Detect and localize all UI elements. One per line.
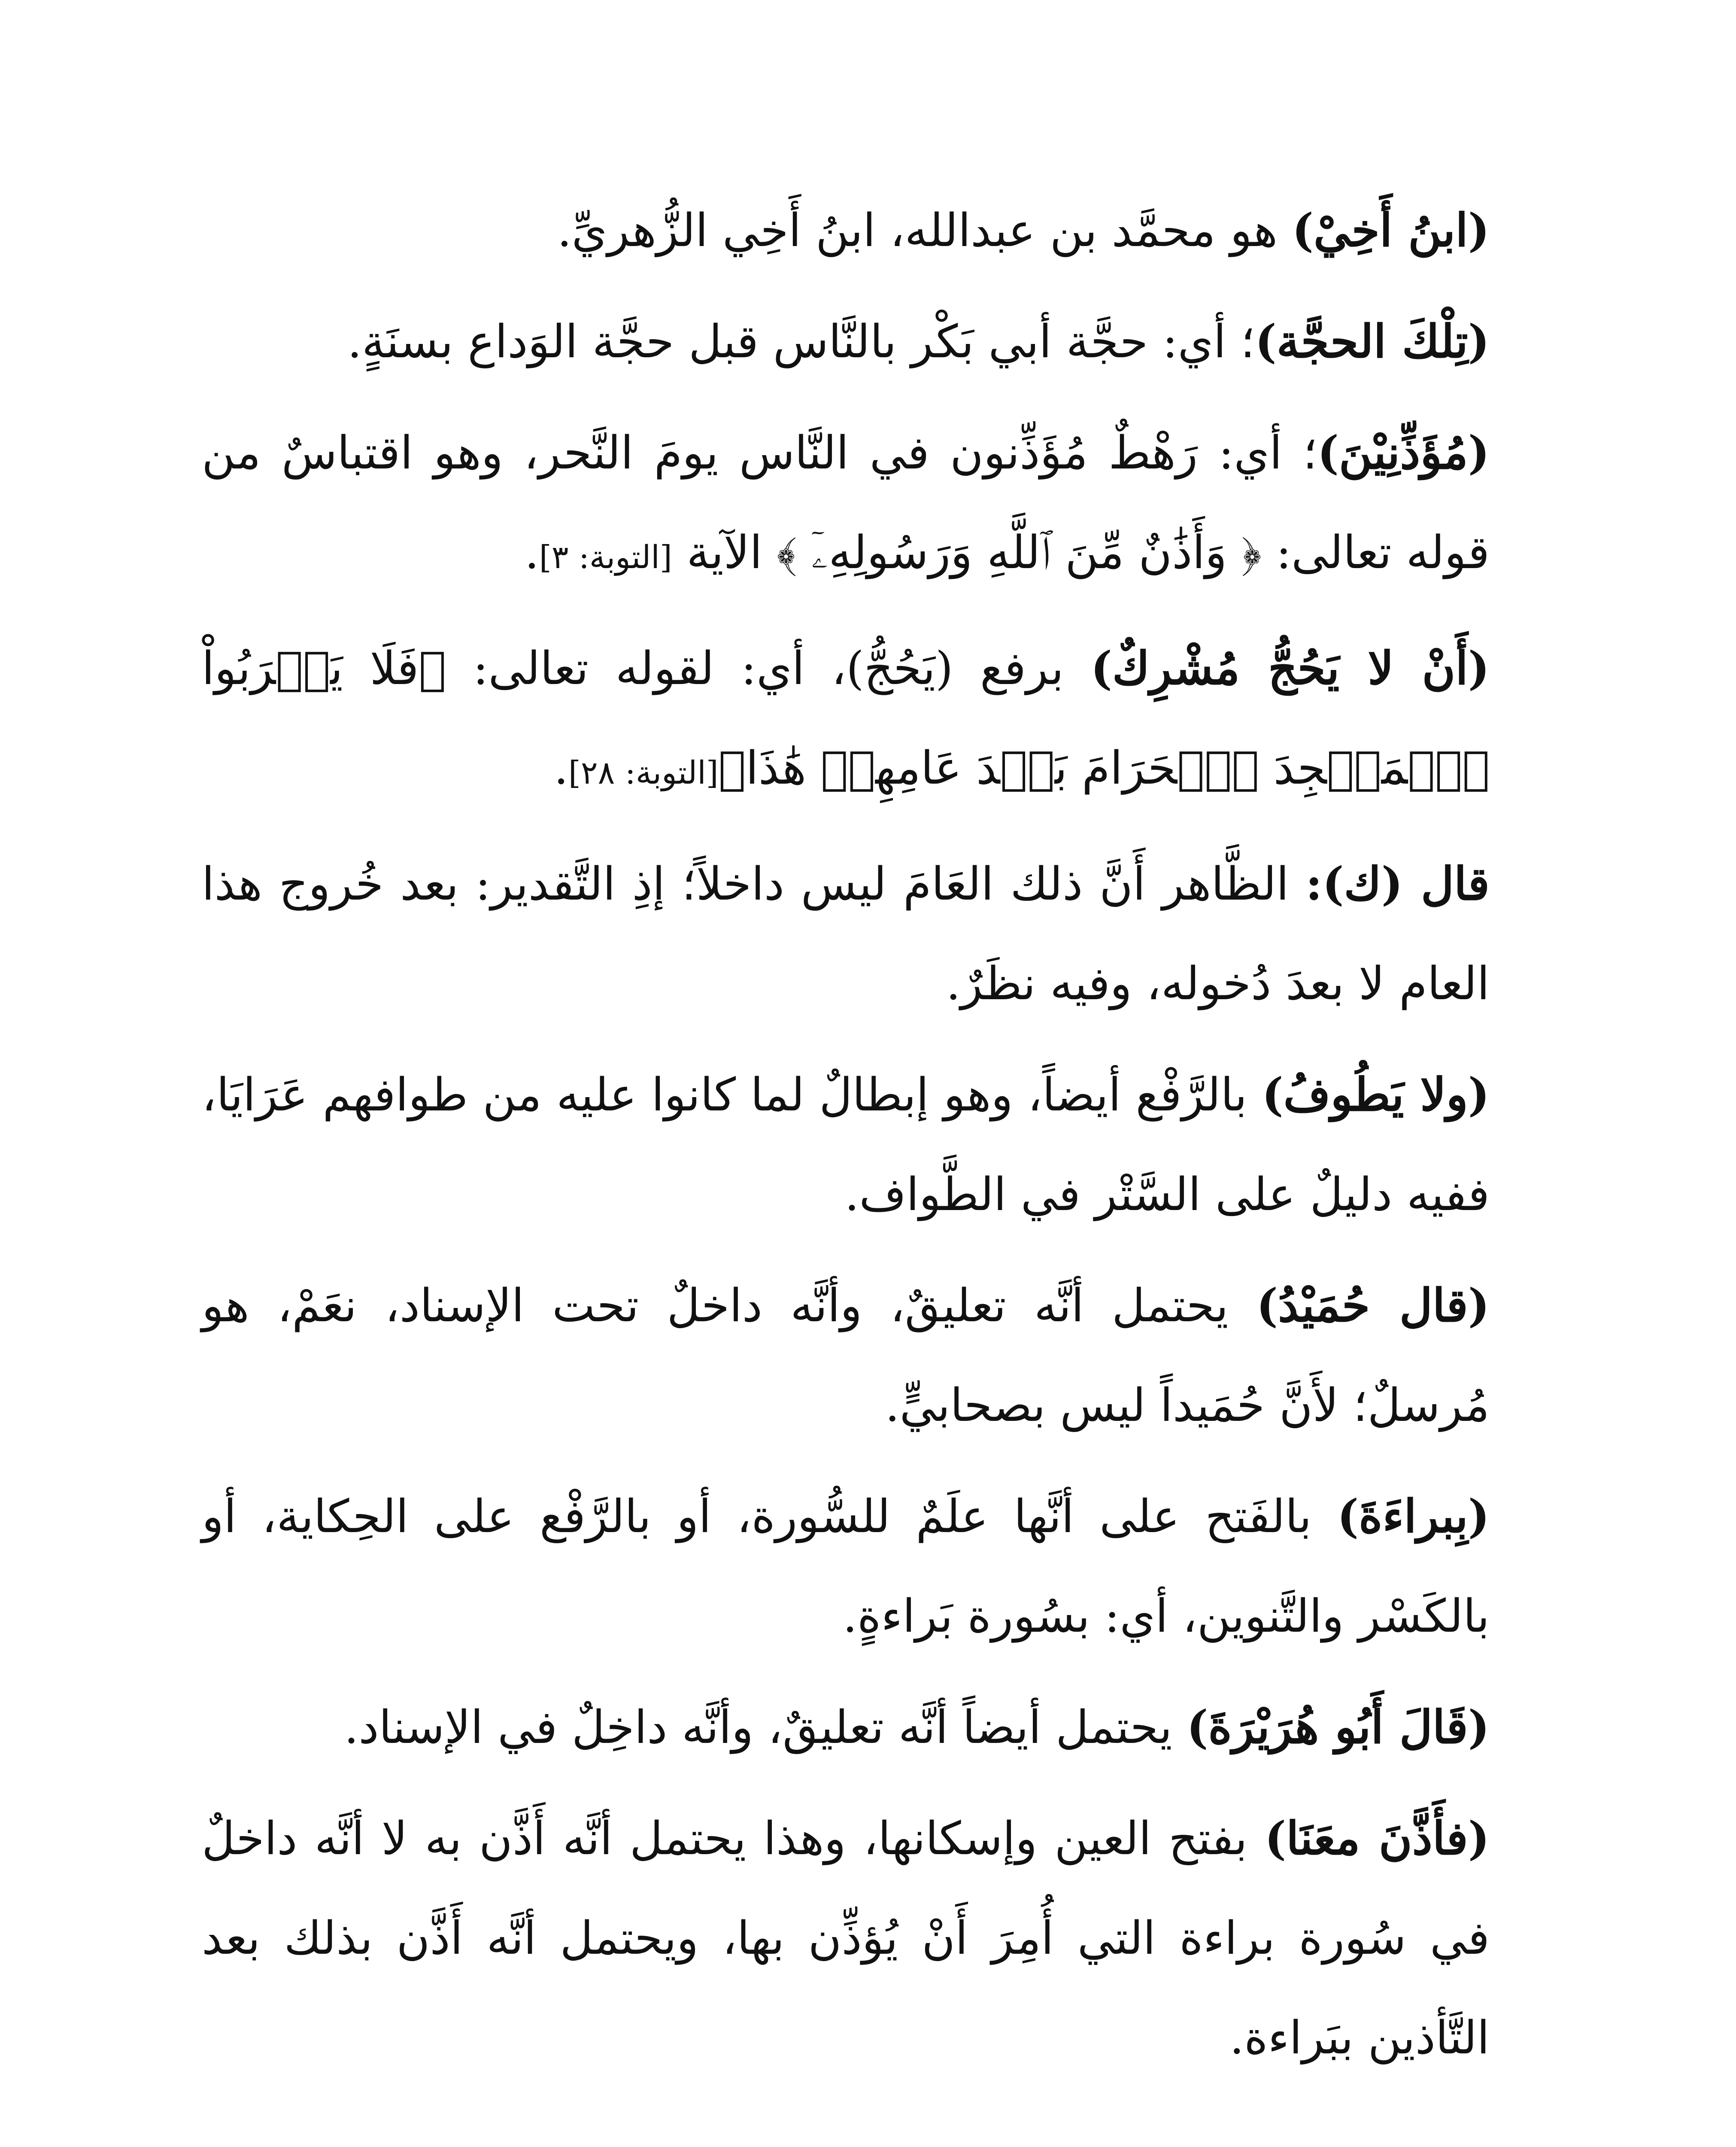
term-9: (قَالَ أَبُو هُرَيْرَةَ) <box>1187 1700 1490 1754</box>
term-5: قال (ك): <box>1305 857 1490 910</box>
text-8: بالفَتح على أنَّها علَمٌ للسُّورة، أو بالرَّفْع على الحِكاية، أو بالكَسْر والتَّنوين، أي: بسُورة بَراءةٍ. <box>202 1490 1490 1642</box>
text-3c: . <box>525 526 539 579</box>
term-8: (بِبراءَةَ) <box>1337 1489 1490 1543</box>
paragraph-6 <box>202 1045 1490 1244</box>
paragraph-8 <box>202 1466 1490 1666</box>
term-6: (ولا يَطُوفُ) <box>1262 1067 1490 1121</box>
text-5: الظَّاهر أَنَّ ذلك العَامَ ليس داخلاً؛ إذِ التَّقدير: بعد خُروج هذا العام لا بعدَ دُخوله، وفيه نظَرٌ. <box>202 858 1490 1010</box>
quran-quote-4: ﴿فَلَا يَقۡرَبُواْ ٱلۡمَسۡجِدَ ٱلۡحَرَامَ بَعۡدَ عَامِهِمۡ هَٰذَا﴾ <box>202 642 1490 794</box>
paragraph-7 <box>202 1256 1490 1455</box>
paragraph-2 <box>202 292 1490 392</box>
paragraph-10 <box>202 1788 1490 2088</box>
paragraph-9 <box>202 1677 1490 1777</box>
page-body <box>202 180 1490 2147</box>
ref-4: [التوبة: ٢٨] <box>568 754 719 791</box>
term-3: (مُؤَذِّنِيْنَ) <box>1317 426 1490 479</box>
text-10: بفتح العين وإسكانها، وهذا يحتمل أنَّه أَذَّن به لا أنَّه داخلٌ في سُورة براءة التي أُمِرَ أَنْ يُؤذِّن بها، ويحتمل أنَّه أَذَّن بذلك بعد التَّأذين ببَراءة. <box>202 1812 1490 2064</box>
paragraph-4 <box>202 618 1490 823</box>
text-6: بالرَّفْع أيضاً، وهو إبطالٌ لما كانوا عليه من طوافهم عَرَايَا، ففيه دليلٌ على السَّتْر في الطَّواف. <box>202 1068 1490 1221</box>
text-3b: الآية <box>672 526 777 579</box>
term-1: (ابنُ أَخِيْ) <box>1292 203 1490 257</box>
term-10: (فأَذَّنَ معَنَا) <box>1265 1811 1490 1865</box>
term-4: (أَنْ لا يَحُجُّ مُشْرِكٌ) <box>1090 641 1490 695</box>
text-4: برفع (يَحُجُّ)، أي: لقوله تعالى: <box>446 642 1091 695</box>
term-2: (تِلْكَ الحجَّة) <box>1255 314 1490 368</box>
paragraph-1 <box>202 180 1490 280</box>
paragraph-5 <box>202 834 1490 1034</box>
text-4c: . <box>554 742 568 794</box>
text-1: هو محمَّد بن عبدالله، ابنُ أَخِي الزُّهريِّ. <box>557 204 1292 257</box>
text-9: يحتمل أيضاً أنَّه تعليقٌ، وأنَّه داخِلٌ في الإسناد. <box>344 1701 1187 1754</box>
text-2: ؛ أي: حجَّة أبي بَكْر بالنَّاس قبل حجَّة الوَداع بسنَةٍ. <box>347 315 1255 368</box>
ref-3: [التوبة: ٣] <box>539 539 672 576</box>
quran-quote-3: ﴿ وَأَذَٰنٌ مِّنَ ٱللَّهِ وَرَسُولِهِۦٓ ﴾ <box>777 526 1262 579</box>
text-7: يحتمل أنَّه تعليقٌ، وأنَّه داخلٌ تحت الإسناد، نعَمْ، هو مُرسلٌ؛ لأَنَّ حُمَيداً ليس بصحابيٍّ. <box>202 1279 1490 1432</box>
term-7: (قال حُمَيْدُ) <box>1256 1278 1490 1332</box>
paragraph-3 <box>202 403 1490 607</box>
text-3: ؛ أي: رَهْطٌ مُؤَذِّنون في النَّاس يومَ النَّحر، وهو اقتباسٌ من قوله تعالى: <box>202 426 1490 579</box>
